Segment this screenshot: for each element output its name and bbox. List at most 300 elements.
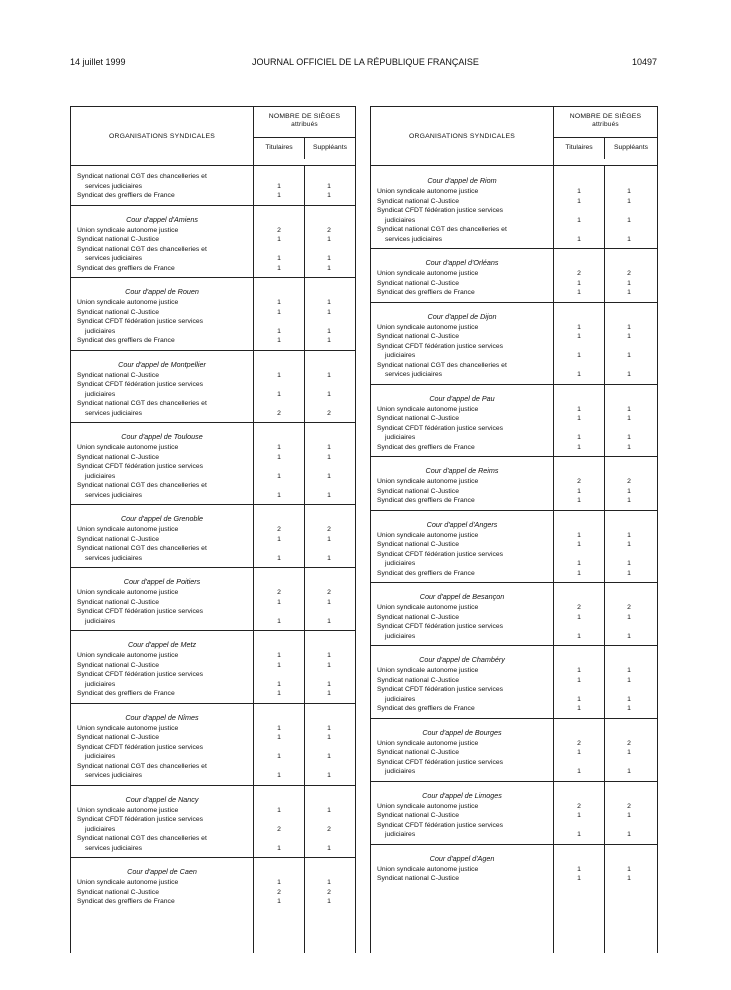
organisation-name: Syndicat des greffiers de France <box>377 497 475 504</box>
suppleants-count: 1 <box>327 453 331 461</box>
organisation-name: Syndicat national CGT des chancelleries et <box>77 545 207 552</box>
table-row <box>71 235 355 245</box>
titulaires-count: 1 <box>277 327 281 335</box>
organisation-name: Syndicat national C-Justice <box>377 749 459 756</box>
organisation-name: Union syndicale autonome justice <box>377 188 479 195</box>
organisation-name-cont: services judiciaires <box>85 182 143 190</box>
titulaires-count: 1 <box>277 753 281 760</box>
page-header <box>0 57 731 71</box>
organisation-name: Union syndicale autonome justice <box>77 806 179 814</box>
seats-title: NOMBRE DE SIÈGES <box>569 113 642 120</box>
suppleants-count: 2 <box>327 526 331 533</box>
titulaires-count: 1 <box>277 617 281 625</box>
suppleants-count: 1 <box>627 531 631 539</box>
table-row <box>71 743 355 762</box>
suppleants-count: 1 <box>627 831 631 838</box>
titulaires-count: 1 <box>277 264 281 272</box>
organisation-name: Syndicat national C-Justice <box>377 279 459 287</box>
organisation-name: Syndicat des greffiers de France <box>77 264 175 272</box>
organisation-name-cont: services judiciaires <box>85 255 143 262</box>
titulaires-count: 1 <box>577 371 581 378</box>
table-row <box>371 187 657 197</box>
court-name: Cour d'appel de Poitiers <box>123 577 201 586</box>
seats-title: NOMBRE DE SIÈGES <box>268 113 341 120</box>
organisation-name: Union syndicale autonome justice <box>77 589 179 596</box>
suppleants-count: 1 <box>327 772 331 779</box>
column-titulaires: Titulaires <box>265 144 293 151</box>
column-seats-header <box>254 107 355 165</box>
organisation-name-cont: judiciaires <box>85 390 116 398</box>
column-org-header: ORGANISATIONS SYNDICALES <box>71 107 254 165</box>
organisation-name: Union syndicale autonome justice <box>77 526 179 533</box>
organisation-name-cont: judiciaires <box>385 434 416 441</box>
suppleants-count: 1 <box>627 333 631 340</box>
suppleants-count: 1 <box>627 443 631 451</box>
organisation-name-cont: judiciaires <box>385 560 416 567</box>
titulaires-count: 1 <box>277 772 281 779</box>
organisation-name: Syndicat CFDT fédération justice services <box>377 623 504 630</box>
titulaires-count: 1 <box>577 768 581 775</box>
suppleants-count: 1 <box>627 216 631 224</box>
table-row <box>71 191 355 201</box>
suppleants-count: 1 <box>627 768 631 775</box>
suppleants-count: 1 <box>327 898 331 905</box>
organisation-name: Union syndicale autonome justice <box>377 802 479 810</box>
titulaires-count: 1 <box>577 415 581 422</box>
organisation-name: Syndicat CFDT fédération justice services <box>377 424 504 432</box>
table-row <box>371 443 657 453</box>
table-row <box>371 496 657 506</box>
titulaires-count: 1 <box>277 453 281 461</box>
suppleants-count: 1 <box>327 192 331 199</box>
organisation-name: Syndicat CFDT fédération justice services <box>77 463 204 470</box>
table-row <box>71 317 355 336</box>
table-row <box>71 806 355 816</box>
organisation-name: Union syndicale autonome justice <box>377 323 479 331</box>
suppleants-count: 1 <box>627 279 631 287</box>
organisation-name: Syndicat CFDT fédération justice services <box>77 816 204 823</box>
organisation-name: Union syndicale autonome justice <box>77 226 179 234</box>
suppleants-count: 1 <box>627 497 631 504</box>
organisation-name: Union syndicale autonome justice <box>77 652 179 659</box>
suppleants-count: 1 <box>327 652 331 659</box>
organisation-name: Syndicat CFDT fédération justice services <box>377 342 504 350</box>
organisation-name: Syndicat national C-Justice <box>377 541 459 548</box>
titulaires-count: 1 <box>277 724 281 732</box>
suppleants-count: 1 <box>327 554 331 562</box>
suppleants-count: 1 <box>327 617 331 625</box>
titulaires-count: 1 <box>577 705 581 712</box>
titulaires-count: 2 <box>577 802 581 810</box>
organisation-name: Syndicat national CGT des chancelleries et <box>77 245 207 253</box>
organisation-name: Syndicat des greffiers de France <box>377 705 475 712</box>
column-suppleants: Suppléants <box>304 138 355 159</box>
court-section <box>71 423 355 505</box>
organisation-name-cont: services judiciaires <box>85 554 143 562</box>
organisation-name: Syndicat national C-Justice <box>377 676 459 684</box>
suppleants-count: 1 <box>627 812 631 819</box>
organisation-name: Syndicat national C-Justice <box>77 453 159 461</box>
suppleants-count: 1 <box>627 875 631 882</box>
suppleants-count: 1 <box>327 308 331 316</box>
titulaires-count: 1 <box>277 844 281 852</box>
right-table <box>370 106 658 953</box>
titulaires-count: 1 <box>577 443 581 451</box>
titulaires-count: 2 <box>577 739 581 747</box>
suppleants-count: 2 <box>627 802 631 810</box>
suppleants-count: 2 <box>627 739 631 747</box>
table-row <box>71 689 355 699</box>
table-row <box>371 414 657 424</box>
organisation-name-cont: judiciaires <box>85 753 116 760</box>
seats-subtitle: attribués <box>291 121 318 128</box>
titulaires-count: 1 <box>277 652 281 659</box>
organisation-name: Union syndicale autonome justice <box>377 531 479 539</box>
organisation-name: Syndicat des greffiers de France <box>77 898 175 905</box>
titulaires-count: 1 <box>577 632 581 640</box>
titulaires-count: 1 <box>577 560 581 567</box>
suppleants-count: 1 <box>327 535 331 543</box>
suppleants-count: 1 <box>327 879 331 886</box>
column-seats-header <box>554 107 657 165</box>
titulaires-count: 2 <box>277 226 281 234</box>
court-section <box>371 583 657 646</box>
suppleants-count: 1 <box>627 487 631 495</box>
court-name: Cour d'appel de Montpellier <box>118 359 206 369</box>
table-row <box>371 704 657 714</box>
table-row <box>371 748 657 758</box>
court-section <box>371 845 657 888</box>
suppleants-count: 1 <box>627 676 631 684</box>
titulaires-count: 1 <box>277 308 281 316</box>
seats-subtitle: attribués <box>592 121 619 128</box>
table-row <box>371 361 657 380</box>
suppleants-count: 1 <box>327 337 331 344</box>
titulaires-count: 1 <box>577 188 581 195</box>
titulaires-count: 1 <box>577 497 581 504</box>
table-row <box>371 758 657 777</box>
organisation-name: Syndicat national CGT des chancelleries et <box>77 173 207 180</box>
suppleants-count: 1 <box>627 632 631 640</box>
table-row <box>371 802 657 812</box>
titulaires-count: 2 <box>277 888 281 896</box>
organisation-name: Syndicat national CGT des chancelleries et <box>77 400 207 407</box>
table-header <box>371 107 657 166</box>
table-row <box>371 811 657 821</box>
titulaires-count: 1 <box>277 390 281 398</box>
organisation-name: Union syndicale autonome justice <box>77 879 179 886</box>
suppleants-count: 1 <box>327 255 331 262</box>
organisation-name: Union syndicale autonome justice <box>377 739 479 747</box>
table-row <box>371 622 657 641</box>
court-section <box>71 858 355 911</box>
organisation-name: Syndicat national C-Justice <box>377 197 459 205</box>
organisation-name-cont: services judiciaires <box>85 772 143 779</box>
table-row <box>71 443 355 453</box>
organisation-name-cont: services judiciaires <box>85 409 143 417</box>
suppleants-count: 1 <box>327 236 331 243</box>
table-row <box>71 733 355 743</box>
table-row <box>71 598 355 608</box>
court-section <box>71 505 355 568</box>
organisation-name-cont: judiciaires <box>385 695 416 703</box>
titulaires-count: 1 <box>577 352 581 359</box>
organisation-name-cont: judiciaires <box>85 327 116 335</box>
table-row <box>71 815 355 834</box>
court-section <box>371 719 657 782</box>
suppleants-count: 1 <box>627 613 631 621</box>
organisation-name: Syndicat national C-Justice <box>377 875 459 882</box>
titulaires-count: 1 <box>277 299 281 306</box>
organisation-name-cont: services judiciaires <box>85 491 143 499</box>
titulaires-count: 1 <box>577 667 581 674</box>
titulaires-count: 2 <box>577 604 581 611</box>
suppleants-count: 1 <box>627 235 631 243</box>
table-row <box>71 336 355 346</box>
titulaires-count: 1 <box>577 831 581 838</box>
court-name: Cour d'appel de Toulouse <box>121 432 203 441</box>
titulaires-count: 1 <box>577 749 581 756</box>
suppleants-count: 1 <box>627 667 631 674</box>
court-section <box>71 278 355 351</box>
organisation-name: Syndicat CFDT fédération justice services <box>77 671 204 678</box>
court-name: Cour d'appel de Pau <box>429 393 495 403</box>
table-row <box>371 613 657 623</box>
titulaires-count: 1 <box>577 434 581 441</box>
table-row <box>371 874 657 884</box>
table-row <box>71 462 355 481</box>
table-row <box>371 269 657 279</box>
court-section <box>371 385 657 458</box>
court-section <box>71 206 355 279</box>
table-row <box>71 535 355 545</box>
organisation-name-cont: judiciaires <box>85 472 116 480</box>
titulaires-count: 1 <box>277 535 281 543</box>
organisation-name-cont: judiciaires <box>385 352 416 359</box>
suppleants-count: 2 <box>627 478 631 485</box>
suppleants-count: 1 <box>327 182 331 190</box>
table-row <box>371 865 657 875</box>
table-row <box>71 651 355 661</box>
organisation-name-cont: judiciaires <box>85 825 116 833</box>
organisation-name: Syndicat CFDT fédération justice services <box>77 318 204 325</box>
journal-title: JOURNAL OFFICIEL DE LA RÉPUBLIQUE FRANÇAISE <box>252 57 479 67</box>
organisation-name: Syndicat national C-Justice <box>377 333 459 340</box>
suppleants-count: 1 <box>627 197 631 205</box>
titulaires-count: 2 <box>277 589 281 596</box>
table-row <box>71 607 355 626</box>
table-row <box>371 342 657 361</box>
titulaires-count: 1 <box>277 472 281 480</box>
organisation-name-cont: judiciaires <box>385 768 416 775</box>
issue-date: 14 juillet 1999 <box>70 57 126 67</box>
organisation-name: Union syndicale autonome justice <box>77 724 179 732</box>
titulaires-count: 1 <box>577 865 581 873</box>
organisation-name: Syndicat national C-Justice <box>77 598 159 606</box>
suppleants-count: 1 <box>627 352 631 359</box>
organisation-name-cont: judiciaires <box>85 680 116 688</box>
organisation-name: Union syndicale autonome justice <box>377 270 479 277</box>
court-section <box>371 457 657 511</box>
organisation-name-cont: services judiciaires <box>385 371 443 378</box>
organisation-name: Syndicat national C-Justice <box>77 371 159 379</box>
table-row <box>71 245 355 264</box>
column-suppleants: Suppléants <box>604 138 657 159</box>
court-section <box>371 249 657 303</box>
table-row <box>71 834 355 853</box>
organisation-name: Syndicat national C-Justice <box>77 734 159 741</box>
table-row <box>71 172 355 191</box>
table-row <box>371 197 657 207</box>
table-row <box>71 371 355 381</box>
court-name: Cour d'appel de Nancy <box>125 794 199 804</box>
table-row <box>371 531 657 541</box>
organisation-name: Syndicat CFDT fédération justice services <box>377 821 504 829</box>
court-name: Cour d'appel de Reims <box>425 466 499 475</box>
court-name: Cour d'appel d'Angers <box>426 519 498 529</box>
organisation-name: Syndicat CFDT fédération justice services <box>77 743 204 751</box>
organisation-name: Syndicat national C-Justice <box>377 487 459 495</box>
titulaires-count: 1 <box>577 235 581 243</box>
titulaires-count: 1 <box>577 812 581 819</box>
titulaires-count: 1 <box>577 613 581 621</box>
titulaires-count: 1 <box>577 323 581 331</box>
suppleants-count: 1 <box>627 188 631 195</box>
suppleants-count: 1 <box>327 491 331 499</box>
table-row <box>71 878 355 888</box>
organisation-name: Syndicat CFDT fédération justice services <box>377 207 504 214</box>
titulaires-count: 1 <box>577 569 581 577</box>
table-row <box>71 544 355 563</box>
court-section <box>371 646 657 719</box>
suppleants-count: 1 <box>327 299 331 306</box>
table-row <box>71 453 355 463</box>
titulaires-count: 1 <box>577 216 581 224</box>
court-name: Cour d'appel de Rouen <box>125 287 199 296</box>
organisation-name: Syndicat CFDT fédération justice services <box>377 758 504 766</box>
titulaires-count: 1 <box>277 661 281 669</box>
court-name: Cour d'appel de Bourges <box>422 727 502 737</box>
organisation-name: Syndicat national C-Justice <box>77 888 159 896</box>
table-row <box>71 661 355 671</box>
table-row <box>71 481 355 500</box>
organisation-name: Syndicat national CGT des chancelleries et <box>77 835 207 842</box>
court-name: Cour d'appel de Grenoble <box>120 514 204 523</box>
table-row <box>71 264 355 274</box>
table-row <box>371 424 657 443</box>
court-section <box>71 568 355 631</box>
suppleants-count: 1 <box>327 734 331 741</box>
titulaires-count: 1 <box>277 879 281 886</box>
organisation-name: Syndicat CFDT fédération justice services <box>377 686 504 693</box>
table-row <box>71 380 355 399</box>
table-row <box>71 670 355 689</box>
table-row <box>371 821 657 840</box>
titulaires-count: 1 <box>277 734 281 741</box>
table-row <box>371 603 657 613</box>
suppleants-count: 1 <box>327 724 331 732</box>
titulaires-count: 1 <box>277 554 281 562</box>
organisation-name: Syndicat national CGT des chancelleries et <box>377 226 507 233</box>
organisation-name: Syndicat national C-Justice <box>77 236 159 243</box>
suppleants-count: 1 <box>627 371 631 378</box>
suppleants-count: 1 <box>327 844 331 852</box>
suppleants-count: 2 <box>327 825 331 833</box>
titulaires-count: 1 <box>277 898 281 905</box>
suppleants-count: 1 <box>327 264 331 272</box>
suppleants-count: 1 <box>627 405 631 413</box>
organisation-name: Union syndicale autonome justice <box>77 444 179 451</box>
suppleants-count: 1 <box>627 434 631 441</box>
organisation-name: Syndicat CFDT fédération justice services <box>77 608 204 615</box>
table-row <box>371 569 657 579</box>
table-body <box>71 167 355 953</box>
court-section <box>71 351 355 424</box>
suppleants-count: 1 <box>327 753 331 760</box>
court-section <box>71 704 355 786</box>
court-name: Cour d'appel de Caen <box>127 867 197 876</box>
organisation-name: Syndicat des greffiers de France <box>377 443 475 451</box>
court-name: Cour d'appel de Chambéry <box>419 655 505 664</box>
organisation-name: Syndicat national C-Justice <box>377 415 459 422</box>
titulaires-count: 1 <box>277 806 281 814</box>
suppleants-count: 1 <box>627 705 631 712</box>
court-name: Cour d'appel de Nîmes <box>125 712 199 722</box>
organisation-name: Union syndicale autonome justice <box>77 299 179 306</box>
suppleants-count: 1 <box>327 690 331 697</box>
court-section <box>71 786 355 859</box>
titulaires-count: 2 <box>277 526 281 533</box>
titulaires-count: 1 <box>277 371 281 379</box>
suppleants-count: 1 <box>327 680 331 688</box>
titulaires-count: 1 <box>577 676 581 684</box>
suppleants-count: 1 <box>327 371 331 379</box>
table-row <box>71 762 355 781</box>
table-row <box>71 888 355 898</box>
suppleants-count: 1 <box>627 323 631 331</box>
titulaires-count: 1 <box>577 531 581 539</box>
organisation-name: Syndicat national C-Justice <box>77 535 159 543</box>
court-name: Cour d'appel d'Amiens <box>126 214 198 224</box>
suppleants-count: 1 <box>327 806 331 814</box>
table-row <box>71 308 355 318</box>
titulaires-count: 1 <box>577 541 581 548</box>
titulaires-count: 1 <box>277 182 281 190</box>
court-name: Cour d'appel de Limoges <box>422 790 502 800</box>
court-section <box>371 511 657 584</box>
titulaires-count: 1 <box>277 598 281 606</box>
organisation-name-cont: judiciaires <box>385 216 416 224</box>
organisation-name: Syndicat des greffiers de France <box>377 289 475 296</box>
suppleants-count: 2 <box>327 888 331 896</box>
titulaires-count: 1 <box>577 289 581 296</box>
court-section <box>71 631 355 704</box>
titulaires-count: 1 <box>577 695 581 703</box>
suppleants-count: 1 <box>627 749 631 756</box>
table-row <box>71 588 355 598</box>
suppleants-count: 2 <box>627 270 631 277</box>
table-row <box>371 332 657 342</box>
court-name: Cour d'appel d'Agen <box>429 853 495 863</box>
table-row <box>371 685 657 704</box>
organisation-name: Union syndicale autonome justice <box>377 604 479 611</box>
organisation-name-cont: judiciaires <box>385 831 416 838</box>
column-titulaires: Titulaires <box>565 144 593 151</box>
organisation-name: Syndicat national CGT des chancelleries et <box>377 361 507 369</box>
table-row <box>71 897 355 907</box>
table-row <box>371 739 657 749</box>
titulaires-count: 1 <box>277 337 281 344</box>
